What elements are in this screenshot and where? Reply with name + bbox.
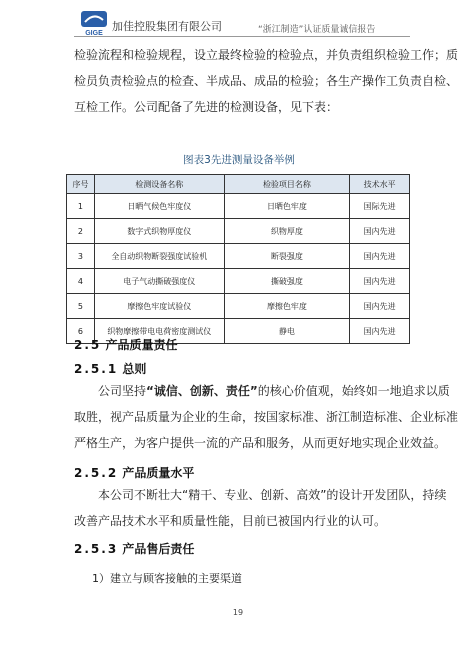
logo-text: GIGE: [85, 30, 103, 36]
cell-test-item: 日晒色牢度: [224, 194, 349, 219]
cell-equipment: 摩擦色牢度试验仪: [94, 294, 224, 319]
cell-tech-level: 国内先进: [350, 294, 410, 319]
intro-line-3: 互检工作。公司配备了先进的检测设备，见下表：: [74, 100, 339, 114]
table-row: [67, 269, 410, 294]
col-header-tech-level: 技术水平: [350, 175, 410, 194]
para-text: 本公司不断壮大“精干、专业、创新、高效”的设计开发团队，持续: [98, 488, 447, 502]
header-divider: [74, 36, 410, 37]
cell-tech-level: 国内先进: [350, 219, 410, 244]
heading-2-5-3: [74, 540, 194, 557]
col-header-index: 序号: [67, 175, 95, 194]
cell-test-item: 织物厚度: [224, 219, 349, 244]
heading-number: 2.5.1: [74, 362, 119, 376]
heading-2-5-2: [74, 464, 194, 481]
cell-index: 6: [67, 319, 95, 344]
cell-index: 5: [67, 294, 95, 319]
table-header-row: [67, 175, 410, 194]
heading-title: 产品质量责任: [105, 338, 178, 352]
para-2-5-1-line-2: 取胜，视产品质量为企业的生命，按国家标准、浙江制造标准、企业标准: [74, 410, 459, 424]
intro-line-2: 检员负责检验点的检查、半成品、成品的检验；各生产操作工负责自检、: [74, 74, 459, 88]
cell-tech-level: 国内先进: [350, 269, 410, 294]
cell-index: 4: [67, 269, 95, 294]
company-name: 加佳控股集团有限公司: [112, 20, 222, 33]
equipment-table: [66, 174, 410, 344]
list-item: 1）建立与顾客接触的主要渠道: [92, 572, 242, 585]
table-row: [67, 294, 410, 319]
cell-equipment: 日晒气候色牢度仪: [94, 194, 224, 219]
cell-tech-level: 国内先进: [350, 319, 410, 344]
table-row: [67, 219, 410, 244]
company-logo: [80, 10, 108, 36]
table-caption: 图表3先进测量设备举例: [183, 154, 295, 166]
heading-2-5: [74, 336, 177, 353]
cell-equipment: 电子气动撕破强度仪: [94, 269, 224, 294]
para-text: 公司坚持: [98, 384, 147, 398]
heading-number: 2.5: [74, 338, 102, 352]
para-text: 的核心价值观，始终如一地追求以质: [257, 384, 450, 398]
heading-number: 2.5.2: [74, 466, 119, 480]
heading-title: 产品售后责任: [122, 542, 195, 556]
cell-equipment: 织物摩擦带电电荷密度测试仪: [94, 319, 224, 344]
cell-tech-level: 国际先进: [350, 194, 410, 219]
heading-2-5-1: [74, 360, 146, 377]
cell-tech-level: 国内先进: [350, 244, 410, 269]
cell-test-item: 撕破强度: [224, 269, 349, 294]
report-title: “浙江制造”认证质量诚信报告: [258, 25, 376, 35]
cell-equipment: 数字式织物厚度仪: [94, 219, 224, 244]
para-2-5-2-line-2: 改善产品技术水平和质量性能，目前已被国内行业的认可。: [74, 514, 387, 528]
page-number: 19: [232, 608, 244, 617]
table-row: [67, 194, 410, 219]
para-2-5-1-line-3: 严格生产，为客户提供一流的产品和服务，从而更好地实现企业效益。: [74, 436, 447, 450]
cell-test-item: 摩擦色牢度: [224, 294, 349, 319]
heading-title: 总则: [122, 362, 147, 376]
cell-equipment: 全自动织物断裂强度试验机: [94, 244, 224, 269]
para-2-5-1-line-1: [74, 380, 450, 402]
cell-test-item: 静电: [224, 319, 349, 344]
core-values: “诚信、创新、责任”: [146, 384, 258, 398]
intro-line-1: 检验流程和检验规程，设立最终检验的检验点，并负责组织检验工作；质: [74, 48, 459, 62]
table-row: [67, 244, 410, 269]
heading-number: 2.5.3: [74, 542, 119, 556]
cell-index: 3: [67, 244, 95, 269]
col-header-equipment: 检测设备名称: [94, 175, 224, 194]
heading-title: 产品质量水平: [122, 466, 195, 480]
cell-test-item: 断裂强度: [224, 244, 349, 269]
cell-index: 1: [67, 194, 95, 219]
col-header-test-item: 检验项目名称: [224, 175, 349, 194]
para-2-5-2-line-1: [74, 484, 447, 506]
cell-index: 2: [67, 219, 95, 244]
